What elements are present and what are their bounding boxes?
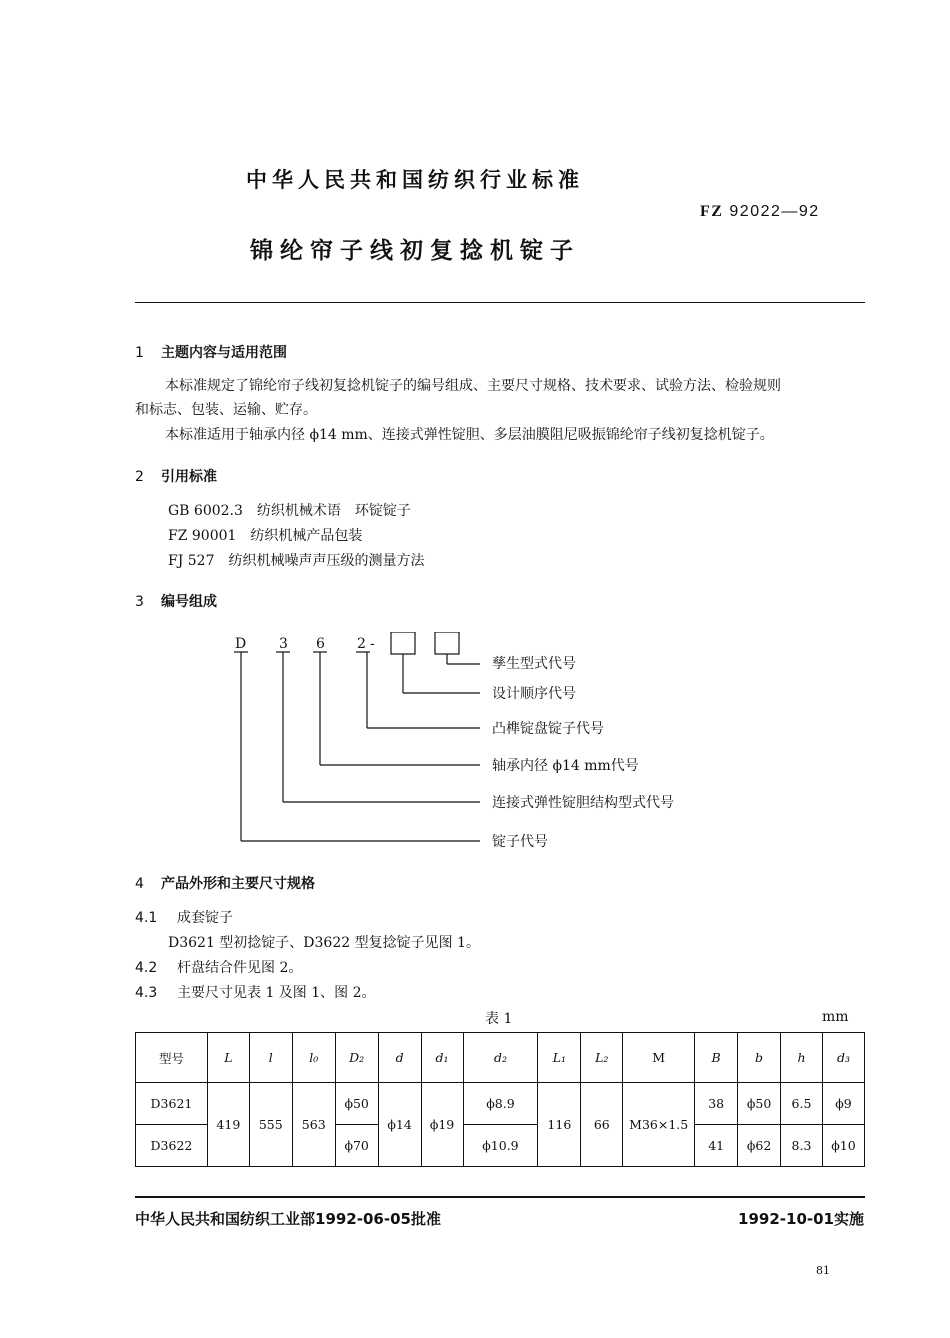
code-label-bearing: 轴承内径 ϕ14 mm代号: [492, 758, 639, 774]
subsection-4-2: [135, 957, 302, 979]
code-label-derivative: 孳生型式代号: [492, 656, 576, 672]
subsection-title: 成套锭子: [177, 910, 233, 926]
header-cell: d₂: [463, 1033, 538, 1083]
section-title: 产品外形和主要尺寸规格: [161, 876, 315, 892]
section-title: 主题内容与适用范围: [161, 345, 287, 361]
cell-L1: 116: [538, 1083, 581, 1167]
cell-d3: ϕ10: [822, 1125, 864, 1167]
cell-d3: ϕ9: [822, 1083, 864, 1125]
cell-M: M36×1.5: [623, 1083, 695, 1167]
cell-B: 38: [695, 1083, 738, 1125]
section-2-heading: [135, 466, 217, 486]
code-label-wharve: 凸榫锭盘锭子代号: [492, 721, 604, 737]
header-cell: d: [378, 1033, 421, 1083]
section-number: 3: [135, 594, 144, 610]
code-char-2: 2: [357, 636, 366, 652]
subsection-text: 主要尺寸见表 1 及图 1、图 2。: [177, 985, 376, 1001]
org-title: 中华人民共和国纺织行业标准: [246, 168, 584, 192]
standard-prefix: FZ: [700, 203, 724, 220]
subsection-4-3: [135, 982, 376, 1004]
cell-d2: ϕ8.9: [463, 1083, 538, 1125]
header-cell: L₂: [581, 1033, 623, 1083]
header-cell: M: [623, 1033, 695, 1083]
section-title: 引用标准: [161, 469, 217, 485]
cell-model: D3621: [136, 1083, 208, 1125]
cell-B: 41: [695, 1125, 738, 1167]
subsection-number: 4.1: [135, 910, 158, 926]
cell-d2: ϕ10.9: [463, 1125, 538, 1167]
cell-L2: 66: [581, 1083, 623, 1167]
cell-b: ϕ62: [738, 1125, 781, 1167]
standard-code: 92022—92: [729, 203, 820, 220]
cell-D2: ϕ70: [335, 1125, 378, 1167]
reference-item: GB 6002.3 纺织机械术语 环锭锭子: [168, 503, 411, 519]
subsection-4-1-text: D3621 型初捻锭子、D3622 型复捻锭子见图 1。: [168, 935, 480, 951]
header-cell: L₁: [538, 1033, 581, 1083]
code-char-3: 3: [279, 636, 288, 652]
header-cell: 型号: [136, 1033, 208, 1083]
subsection-text: 杆盘结合件见图 2。: [177, 960, 303, 976]
reference-item: FZ 90001 纺织机械产品包装: [168, 528, 363, 544]
header-cell: b: [738, 1033, 781, 1083]
cell-b: ϕ50: [738, 1083, 781, 1125]
subsection-4-1: [135, 907, 233, 929]
section-number: 4: [135, 876, 144, 892]
cell-h: 8.3: [781, 1125, 823, 1167]
table-1: [135, 1032, 865, 1167]
cell-h: 6.5: [781, 1083, 823, 1125]
cell-model: D3622: [136, 1125, 208, 1167]
header-cell: B: [695, 1033, 738, 1083]
header-cell: d₁: [421, 1033, 463, 1083]
footer-divider: [135, 1196, 865, 1198]
cell-l0: 563: [292, 1083, 335, 1167]
header-cell: l: [249, 1033, 292, 1083]
header-cell: l₀: [292, 1033, 335, 1083]
header-divider: [135, 302, 865, 303]
cell-l: 555: [249, 1083, 292, 1167]
standard-number: [700, 203, 820, 221]
header-cell: d₃: [822, 1033, 864, 1083]
code-label-spindle: 锭子代号: [492, 834, 548, 850]
section-number: 1: [135, 345, 144, 361]
subsection-number: 4.2: [135, 960, 158, 976]
code-char-dash: -: [370, 636, 375, 652]
approval-line: 中华人民共和国纺织工业部1992-06-05批准: [135, 1210, 441, 1228]
cell-L: 419: [207, 1083, 249, 1167]
table-header-row: [136, 1033, 865, 1083]
section-1-para-1a: 本标准规定了锦纶帘子线初复捻机锭子的编号组成、主要尺寸规格、技术要求、试验方法、检验规则: [165, 378, 781, 394]
code-composition-diagram: [230, 632, 730, 852]
reference-item: FJ 527 纺织机械噪声声压级的测量方法: [168, 553, 425, 569]
section-3-heading: [135, 591, 217, 611]
header-cell: L: [207, 1033, 249, 1083]
section-1-para-1b: 和标志、包装、运输、贮存。: [135, 402, 317, 418]
page-number: 81: [816, 1264, 830, 1277]
subsection-number: 4.3: [135, 985, 158, 1001]
section-4-heading: [135, 873, 315, 893]
code-label-bolster: 连接式弹性锭胆结构型式代号: [492, 795, 674, 811]
code-label-design-sequence: 设计顺序代号: [492, 686, 576, 702]
section-1-para-2: 本标准适用于轴承内径 ϕ14 mm、连接式弹性锭胆、多层油膜阻尼吸振锦纶帘子线初复捻机锭子。: [165, 427, 774, 443]
section-title: 编号组成: [161, 594, 217, 610]
code-char-6: 6: [316, 636, 325, 652]
table-row: [136, 1083, 865, 1125]
cell-D2: ϕ50: [335, 1083, 378, 1125]
code-char-d: D: [235, 636, 247, 652]
document-title: 锦纶帘子线初复捻机锭子: [250, 238, 580, 264]
table-caption: 表 1: [485, 1011, 513, 1027]
effective-date: 1992-10-01实施: [738, 1210, 864, 1228]
header-cell: D₂: [335, 1033, 378, 1083]
section-number: 2: [135, 469, 144, 485]
section-1-heading: [135, 342, 287, 362]
header-cell: h: [781, 1033, 823, 1083]
cell-d1: ϕ19: [421, 1083, 463, 1167]
table-unit: mm: [822, 1009, 849, 1025]
cell-d: ϕ14: [378, 1083, 421, 1167]
